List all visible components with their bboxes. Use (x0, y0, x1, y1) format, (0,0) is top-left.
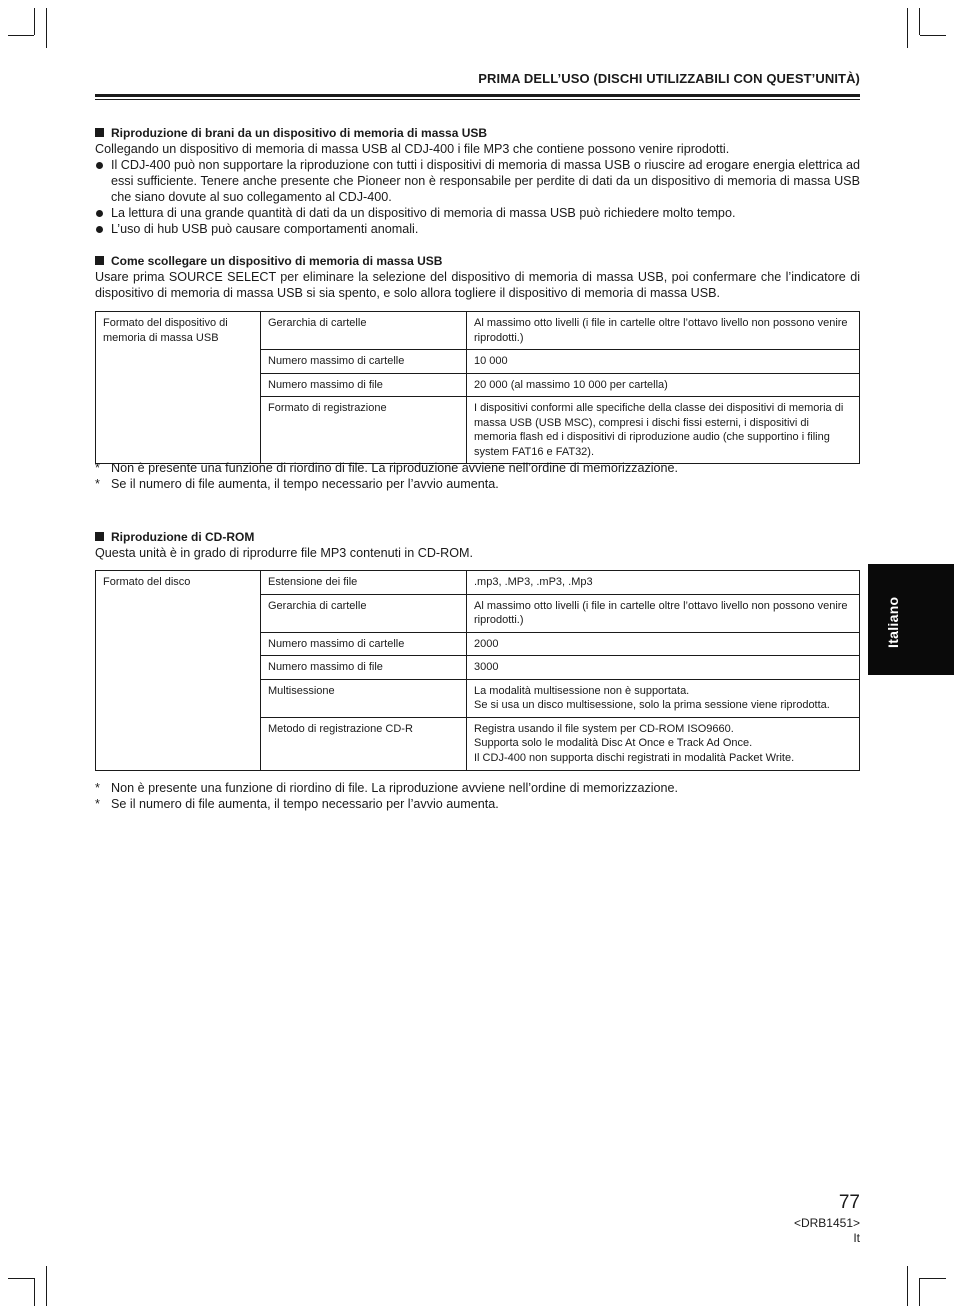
cdrom-heading-text: Riproduzione di CD-ROM (111, 530, 255, 544)
usb-row-value: 10 000 (467, 350, 860, 374)
usb-spec-table (95, 311, 860, 464)
cdrom-heading (95, 529, 860, 545)
usb-note-1 (95, 460, 860, 476)
cdrom-spec-table (95, 570, 860, 771)
usb-table-category: Formato del dispositivo di memoria di massa USB (96, 312, 261, 464)
usb-bullet-2 (95, 205, 860, 221)
cdrom-row-value (467, 679, 860, 717)
cdrom-value-line: Supporta solo le modalità Disc At Once e Track Ad Once. (474, 737, 753, 749)
usb-bullet-3-text: L’uso di hub USB può causare comportamenti anomali. (111, 222, 419, 236)
language-tab-label: Italiano (885, 596, 901, 648)
square-bullet-icon (95, 256, 104, 265)
usb-disconnect-section (95, 253, 860, 301)
usb-row-value: I dispositivi conformi alle specifiche della classe dei dispositivi di memoria di massa USB (USB MSC), compresi i dischi fissi esterni, i dispositivi di memoria flash ed i dispositivi di riproduzione audio (che supportino i filing system FAT16 e FAT32). (467, 397, 860, 464)
usb-playback-intro: Collegando un dispositivo di memoria di massa USB al CDJ-400 i file MP3 che contiene possono venire riprodotti. (95, 142, 730, 156)
cdrom-row-label: Metodo di registrazione CD-R (261, 717, 467, 771)
usb-disconnect-text: Usare prima SOURCE SELECT per eliminare la selezione del dispositivo di memoria di massa USB, poi confermare che l’indicatore di dispositivo di memoria di massa USB si sia spento, e solo allora togliere il dispositivo di memoria di massa USB. (95, 270, 860, 300)
cdrom-row-label: Gerarchia di cartelle (261, 594, 467, 632)
note-asterisk: * (95, 781, 100, 795)
usb-row-label: Numero massimo di cartelle (261, 350, 467, 374)
usb-playback-heading-text: Riproduzione di brani da un dispositivo di memoria di massa USB (111, 126, 488, 140)
usb-playback-section (95, 125, 860, 237)
document-code (700, 1216, 860, 1246)
cdrom-note-1-text: Non è presente una funzione di riordino di file. La riproduzione avviene nell’ordine di memorizzazione. (111, 781, 679, 795)
cdrom-value-line: La modalità multisessione non è supportata. (474, 684, 690, 697)
usb-notes (95, 460, 860, 492)
cdrom-row-value: Al massimo otto livelli (i file in cartelle oltre l’ottavo livello non possono venire riprodotti.) (467, 594, 860, 632)
usb-row-value: Al massimo otto livelli (i file in cartelle oltre l’ottavo livello non possono venire riprodotti.) (467, 312, 860, 350)
cdrom-notes (95, 780, 860, 812)
document-code-id: <DRB1451> (793, 1216, 860, 1230)
language-side-tab (868, 564, 954, 675)
page-header-title: PRIMA DELL’USO (DISCHI UTILIZZABILI CON QUEST’UNITÀ) (478, 71, 860, 86)
usb-disconnect-heading (95, 253, 860, 269)
header-rule-thick (95, 94, 860, 97)
usb-note-2-text: Se il numero di file aumenta, il tempo necessario per l’avvio aumenta. (111, 477, 499, 491)
cdrom-row-value: 3000 (467, 656, 860, 680)
usb-row-label: Gerarchia di cartelle (261, 312, 467, 350)
usb-note-1-text: Non è presente una funzione di riordino di file. La riproduzione avviene nell’ordine di memorizzazione. (111, 461, 679, 475)
usb-disconnect-heading-text: Come scollegare un dispositivo di memoria di massa USB (111, 254, 443, 268)
round-bullet-icon (96, 162, 103, 169)
note-asterisk: * (95, 477, 100, 491)
cdrom-row-value: .mp3, .MP3, .mP3, .Mp3 (467, 571, 860, 595)
header-rule-thin (95, 99, 860, 100)
cdrom-section (95, 529, 860, 561)
cdrom-note-2 (95, 796, 860, 812)
table-row (96, 312, 860, 350)
square-bullet-icon (95, 532, 104, 541)
usb-bullet-1-text: Il CDJ-400 può non supportare la riproduzione con tutti i dispositivi di memoria di massa USB o riuscire ad erogare energia elettrica ad essi sufficiente. Tenere anche presente che Pioneer non è responsabile per perdite di dati da un dispositivo di memoria di massa USB che siano dovute al suo collegamento al CDJ-400. (111, 158, 861, 204)
cdrom-row-label: Numero massimo di file (261, 656, 467, 680)
cdrom-note-1 (95, 780, 860, 796)
cdrom-row-value (467, 717, 860, 771)
square-bullet-icon (95, 128, 104, 137)
usb-note-2 (95, 476, 860, 492)
cdrom-value-line: Il CDJ-400 non supporta dischi registrati in modalità Packet Write. (474, 751, 795, 764)
usb-row-value: 20 000 (al massimo 10 000 per cartella) (467, 373, 860, 397)
usb-bullet-1 (95, 157, 860, 205)
cdrom-table-category: Formato del disco (96, 571, 261, 771)
page-number: 77 (838, 1192, 860, 1213)
cdrom-row-label: Multisessione (261, 679, 467, 717)
cdrom-value-line: Se si usa un disco multisessione, solo la prima sessione viene riprodotta. (474, 699, 830, 711)
cdrom-row-label: Estensione dei file (261, 571, 467, 595)
cdrom-note-2-text: Se il numero di file aumenta, il tempo necessario per l’avvio aumenta. (111, 797, 499, 811)
document-language-code: It (853, 1231, 860, 1245)
usb-bullet-2-text: La lettura di una grande quantità di dati da un dispositivo di memoria di massa USB può richiedere molto tempo. (111, 206, 736, 220)
usb-row-label: Formato di registrazione (261, 397, 467, 464)
cdrom-row-label: Numero massimo di cartelle (261, 632, 467, 656)
usb-playback-heading (95, 125, 860, 141)
note-asterisk: * (95, 461, 100, 475)
round-bullet-icon (96, 226, 103, 233)
cdrom-value-line: Registra usando il file system per CD-ROM ISO9660. (474, 722, 734, 735)
usb-row-label: Numero massimo di file (261, 373, 467, 397)
cdrom-row-value: 2000 (467, 632, 860, 656)
table-row (96, 571, 860, 595)
note-asterisk: * (95, 797, 100, 811)
usb-bullet-3 (95, 221, 860, 237)
cdrom-intro: Questa unità è in grado di riprodurre file MP3 contenuti in CD-ROM. (95, 546, 473, 560)
round-bullet-icon (96, 210, 103, 217)
